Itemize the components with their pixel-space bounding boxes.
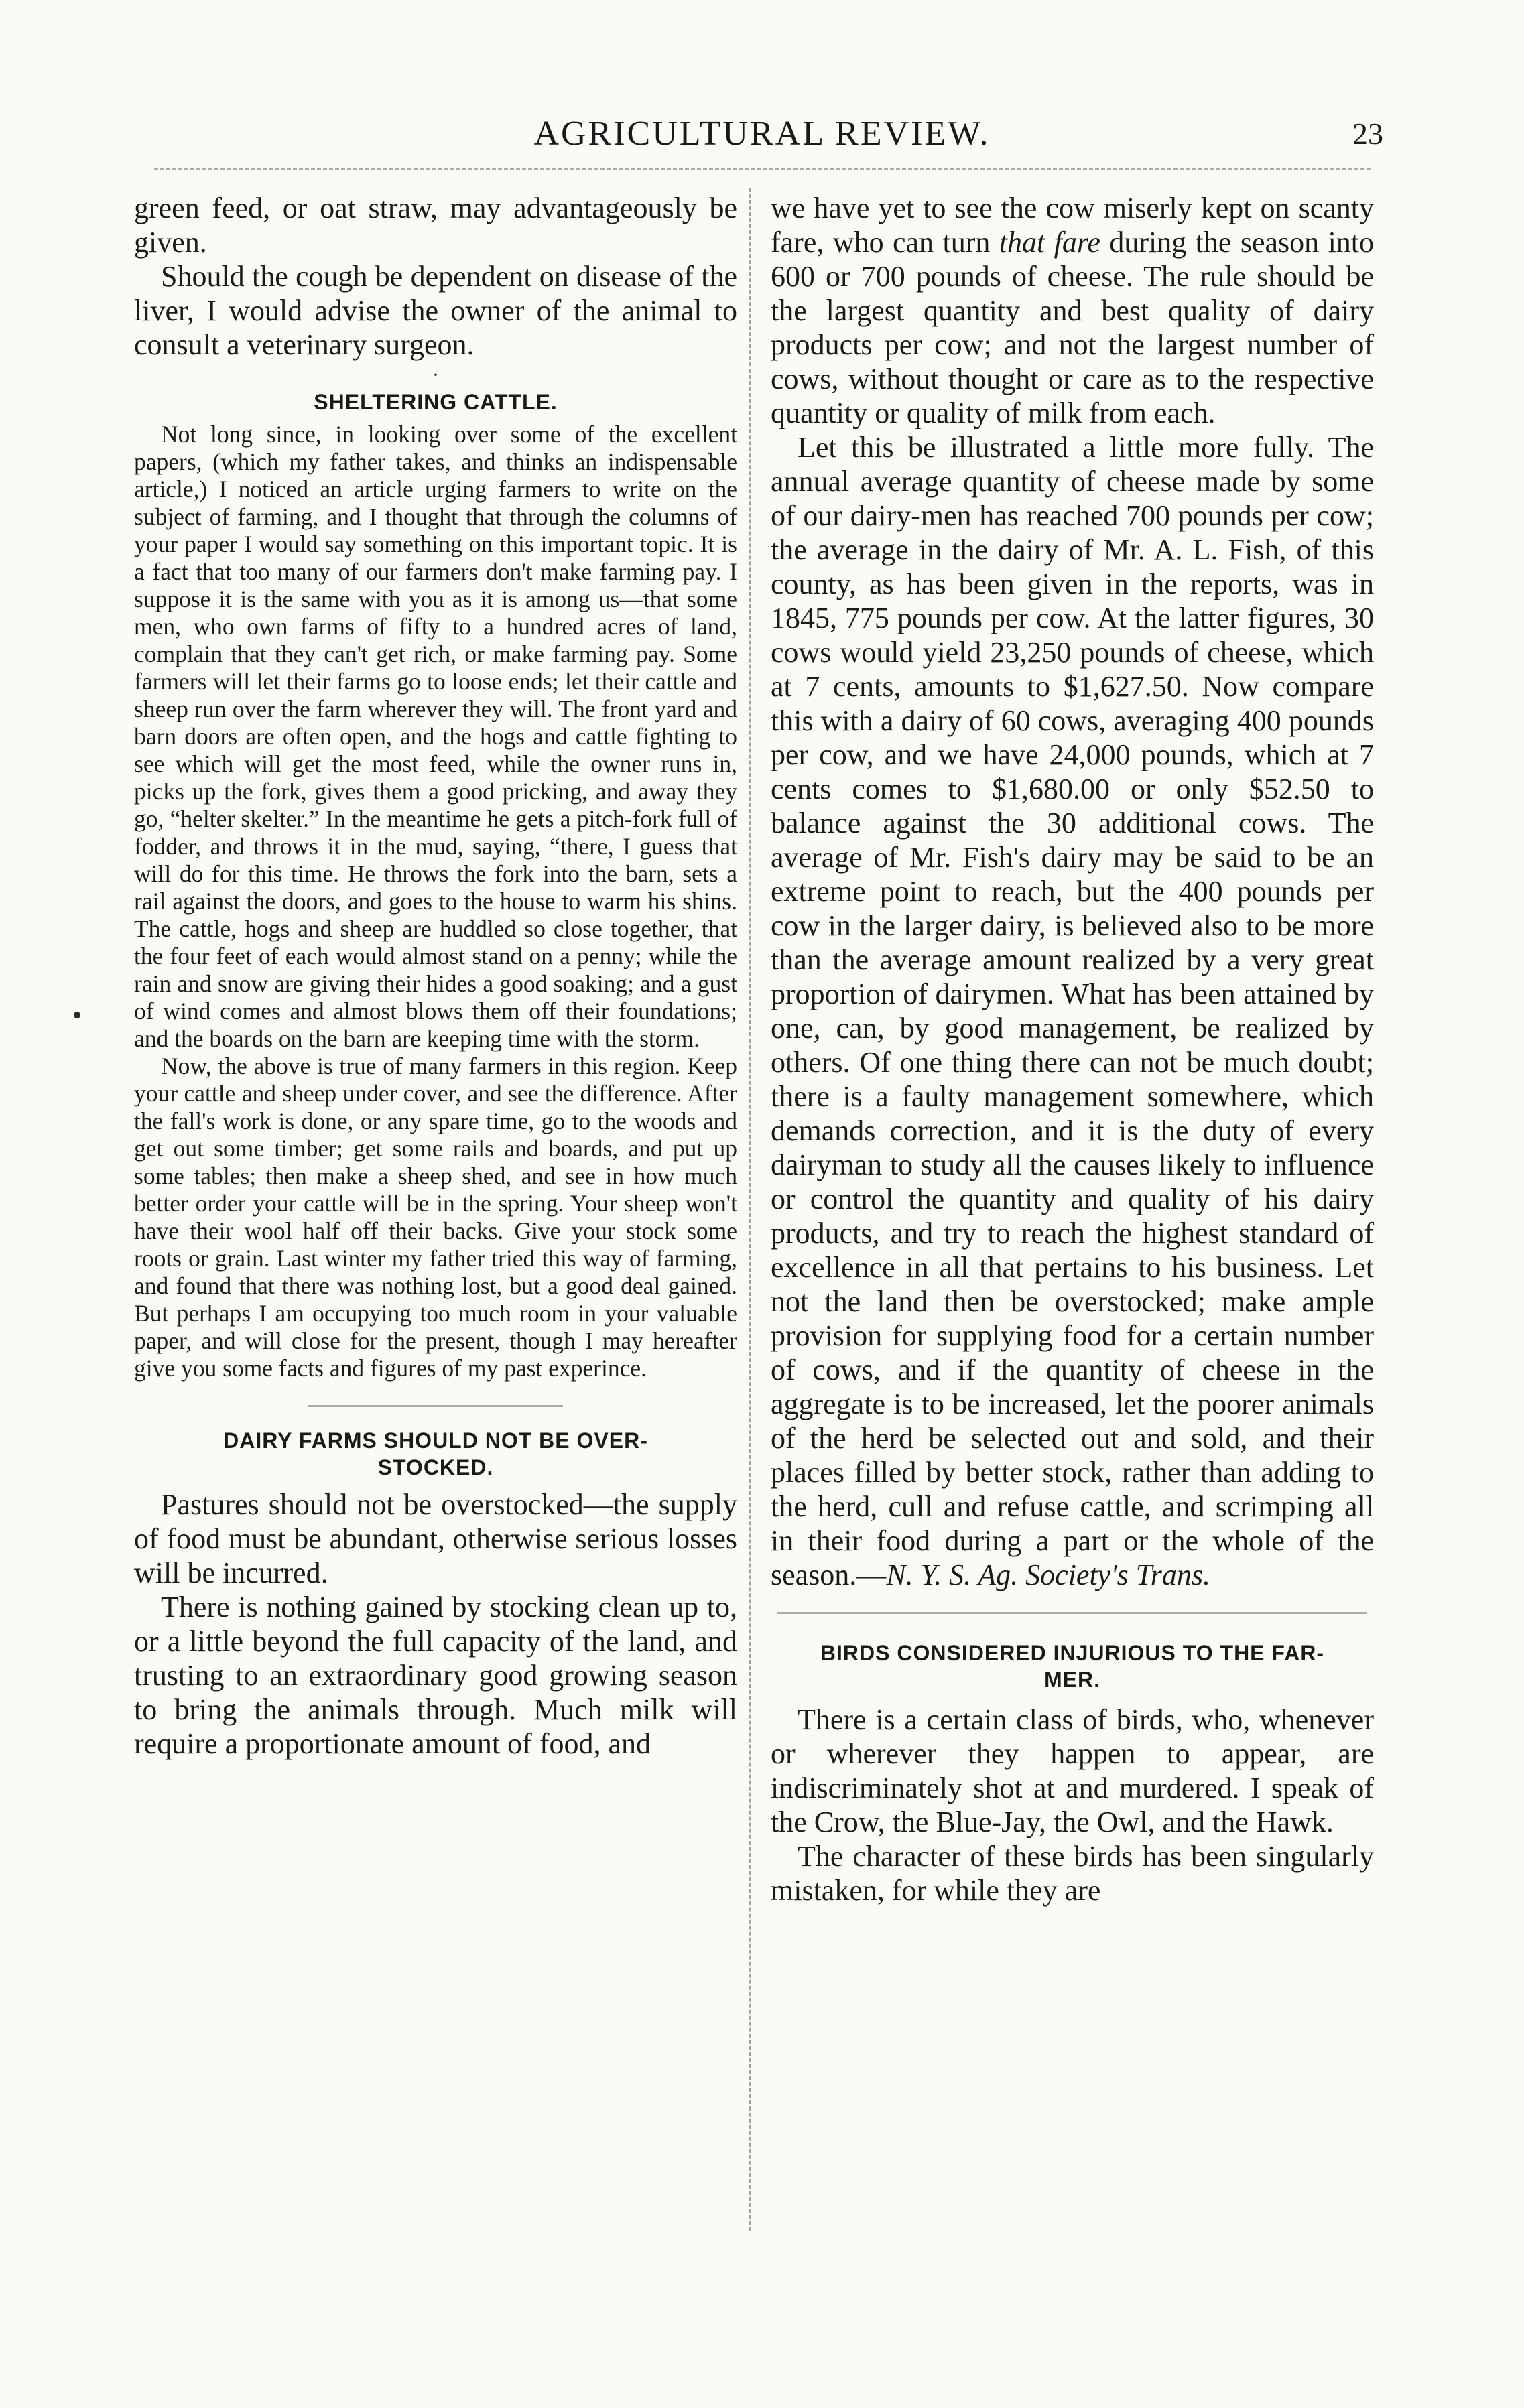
source-citation: N. Y. S. Ag. Society's Trans. <box>886 1558 1211 1591</box>
right-paragraph-2 <box>771 430 1374 1592</box>
dairy-farms-heading <box>134 1427 737 1481</box>
sheltering-cattle-heading: SHELTERING CATTLE. <box>314 390 558 414</box>
right-p1-rest: during the season into 600 or 700 pounds of cheese. The rule should be the largest quantity and best quality of dairy products per cow; and not the largest number of cows, without thought or care as to the respective quantity or quality of milk from each. <box>771 226 1375 429</box>
left-column <box>134 191 737 1761</box>
liver-paragraph: Should the cough be dependent on disease of the liver, I would advise the owner of the animal to consult a veterinary surgeon. <box>134 260 737 361</box>
birds-paragraph-1: There is a certain class of birds, who, whenever or wherever they happen to appear, are indiscriminately shot at and murdered. I speak of the Crow, the Blue-Jay, the Owl, and the Hawk. <box>771 1703 1374 1838</box>
right-p1-emphasis: that fare <box>999 226 1100 259</box>
margin-mark <box>74 1012 80 1018</box>
dairy-paragraph-2: There is nothing gained by stocking clean up to, or a little beyond the full capacity of the land, and trusting to an extraordinary good growing season to bring the animals through. Much milk will require a proportionate amount of food, and <box>134 1591 737 1760</box>
right-p2-text: Let this be illustrated a little more fully. The annual average quantity of cheese made by some of our dairy-men has reached 700 pounds per cow; the average in the dairy of Mr. A. L. Fish, of this county, as has been given in the reports, was in 1845, 775 pounds per cow. At the latter figures, 30 cows would yield 23,250 pounds of cheese, which at 7 cents, amounts to $1,627.50. Now compare this with a dairy of 60 cows, averaging 400 pounds per cow, and we have 24,000 pounds, which at 7 cents comes to $1,680.00 or only $52.50 to balance against the 30 additional cows. The average of Mr. Fish's dairy may be said to be an extreme point to reach, but the 400 pounds per cow in the larger dairy, is believed also to be more than the average amount realized by a very great proportion of dairymen. What has been attained by one, can, by good management, be realized by others. Of one thing there can not be much doubt; there is a faulty management somewhere, which demands correction, and it is the duty of every dairyman to study all the causes likely to influence or control the quantity and quality of his dairy products, and try to reach the highest standard of excellence in all that pertains to his business. Let not the land then be overstocked; make ample provision for supplying food for a certain number of cows, and if the quantity of cheese in the aggregate is to be increased, let the poorer animals of the herd be selected out and sold, and their places filled by better stock, rather than adding to the herd, cull and refuse cattle, and scrimping all in their food during a part or the whole of the season.— <box>771 431 1374 1591</box>
right-column <box>771 191 1374 1908</box>
right-p1-text: we have yet to see the cow miserly kept on scanty fare, who can turn <box>771 192 1374 259</box>
sheltering-paragraph-1: Not long since, in looking over some of the excellent papers, (which my father takes, and thinks an indispensable article,) I noticed an article urging farmers to write on the subject of farming, and I thought that through the columns of your paper I would say something on this important topic. It is a fact that too many of our farmers don't make farming pay. I suppose it is the same with you as it is among us—that some men, who own farms of fifty to a hundred acres of land, complain that they can't get rich, or make farming pay. Some farmers will let their farms go to loose ends; let their cattle and sheep run over the farm wherever they will. The front yard and barn doors are often open, and the hogs and cattle fighting to see which will get the most feed, while the owner runs in, picks up the fork, gives them a good pricking, and away they go, “helter skelter.” In the meantime he gets a pitch-fork full of fodder, and throws it in the mud, saying, “there, I guess that will do for this time. He throws the fork into the barn, sets a rail against the doors, and goes to the house to warm his shins. The cattle, hogs and sheep are huddled so close together, that the four feet of each would almost stand on a penny; while the rain and snow are giving their hides a good soaking; and a gust of wind comes and almost blows them off their foundations; and the boards on the barn are keeping time with the storm. <box>134 421 737 1052</box>
birds-paragraph-2: The character of these birds has been singularly mistaken, for while they are <box>771 1840 1374 1907</box>
section-rule <box>308 1405 563 1407</box>
birds-heading-line-2: MER. <box>1044 1668 1100 1692</box>
birds-heading <box>771 1640 1374 1693</box>
sheltering-paragraph-2: Now, the above is true of many farmers in this region. Keep your cattle and sheep under cover, and see the difference. After the fall's work is done, or any spare time, go to the woods and get out some timber; get some rails and boards, and put up some tables; then make a sheep shed, and see in how much better order your cattle will be in the spring. Your sheep won't have their wool half off their backs. Give your stock some roots or grain. Last winter my father tried this way of farming, and found that there was nothing lost, but a good deal gained. But perhaps I am occupying too much room in your valuable paper, and will close for the present, though I may hereafter give you some facts and figures of my past experince. <box>134 1053 737 1382</box>
header-rule <box>154 168 1371 170</box>
section-rule-right <box>777 1612 1367 1614</box>
dairy-heading-line-1: DAIRY FARMS SHOULD NOT BE OVER- <box>223 1428 648 1453</box>
page-number: 23 <box>1352 117 1383 151</box>
running-title: AGRICULTURAL REVIEW. <box>533 115 991 153</box>
continued-paragraph: green feed, or oat straw, may advantageously be given. <box>134 192 737 259</box>
section-ornament: · <box>432 364 439 386</box>
birds-heading-line-1: BIRDS CONSIDERED INJURIOUS TO THE FAR- <box>820 1641 1325 1665</box>
dairy-heading-line-2: STOCKED. <box>377 1455 494 1479</box>
running-head <box>0 114 1524 154</box>
dairy-paragraph-1: Pastures should not be overstocked—the supply of food must be abundant, otherwise serious losses will be incurred. <box>134 1488 737 1589</box>
right-paragraph-1 <box>771 191 1374 430</box>
column-divider <box>749 188 751 2231</box>
